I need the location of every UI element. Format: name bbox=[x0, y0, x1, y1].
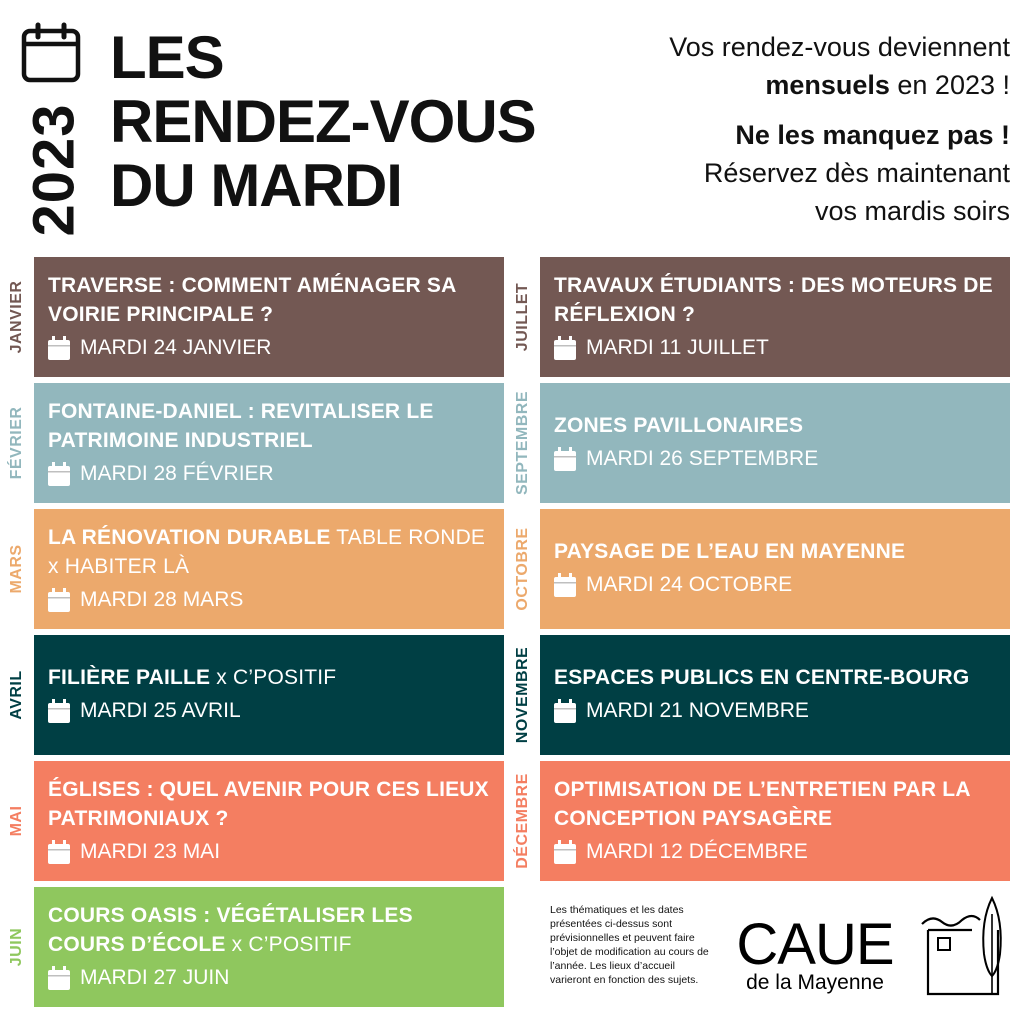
tagline-line-5: vos mardis soirs bbox=[814, 196, 1010, 226]
calendar-icon bbox=[48, 840, 70, 864]
month-label-novembre: NOVEMBRE bbox=[514, 646, 531, 744]
calendar-icon bbox=[20, 22, 82, 84]
tagline-bold: mensuels bbox=[765, 70, 890, 100]
tagline-line-4: Réservez dès maintenant bbox=[703, 158, 1010, 188]
event-title: LA RÉNOVATION DURABLE TABLE RONDE x HABITER LÀ bbox=[48, 526, 486, 578]
calendar-icon bbox=[48, 588, 70, 612]
event-title: ESPACES PUBLICS EN CENTRE-BOURG bbox=[554, 666, 970, 689]
title-line-2: RENDEZ-VOUS bbox=[110, 88, 536, 155]
month-label-janvier: JANVIER bbox=[8, 280, 25, 354]
event-date: MARDI 21 NOVEMBRE bbox=[554, 696, 998, 726]
month-label-septembre: SEPTEMBRE bbox=[514, 390, 531, 496]
event-card-decembre bbox=[540, 761, 1010, 881]
month-label-juillet: JUILLET bbox=[514, 282, 531, 352]
logo-subtitle: de la Mayenne bbox=[746, 971, 884, 994]
event-date: MARDI 27 JUIN bbox=[48, 963, 492, 993]
event-title: ÉGLISES : QUEL AVENIR POUR CES LIEUX PATRIMONIAUX ? bbox=[48, 778, 489, 830]
event-card-novembre bbox=[540, 635, 1010, 755]
month-label-mars: MARS bbox=[8, 544, 25, 594]
event-card-avril bbox=[34, 635, 504, 755]
event-date: MARDI 28 FÉVRIER bbox=[48, 459, 492, 489]
event-date: MARDI 24 JANVIER bbox=[48, 333, 492, 363]
event-title: PAYSAGE DE L’EAU EN MAYENNE bbox=[554, 540, 906, 563]
title-line-1: LES bbox=[110, 24, 224, 91]
event-title: ZONES PAVILLONAIRES bbox=[554, 414, 804, 437]
event-title: OPTIMISATION DE L’ENTRETIEN PAR LA CONCEPTION PAYSAGÈRE bbox=[554, 778, 970, 830]
calendar-icon bbox=[554, 840, 576, 864]
page-title bbox=[110, 26, 570, 218]
event-card-mai bbox=[34, 761, 504, 881]
title-line-3: DU MARDI bbox=[110, 152, 402, 219]
event-card-juillet bbox=[540, 257, 1010, 377]
tagline-line-2 bbox=[540, 66, 1010, 104]
month-label-decembre: DÉCEMBRE bbox=[514, 773, 531, 869]
caue-logo bbox=[722, 912, 908, 994]
event-card-janvier bbox=[34, 257, 504, 377]
calendar-icon bbox=[554, 699, 576, 723]
event-date: MARDI 12 DÉCEMBRE bbox=[554, 837, 998, 867]
month-label-fevrier: FÉVRIER bbox=[8, 406, 25, 480]
tagline-rest: en 2023 ! bbox=[889, 70, 1010, 100]
event-title: TRAVERSE : COMMENT AMÉNAGER SA VOIRIE PRINCIPALE ? bbox=[48, 274, 456, 326]
event-date: MARDI 28 MARS bbox=[48, 585, 492, 615]
tagline-line-3 bbox=[540, 116, 1010, 154]
tagline-line-1: Vos rendez-vous deviennent bbox=[669, 32, 1010, 62]
event-card-octobre bbox=[540, 509, 1010, 629]
tagline bbox=[540, 28, 1010, 230]
calendar-icon bbox=[554, 447, 576, 471]
event-date: MARDI 11 JUILLET bbox=[554, 333, 998, 363]
month-label-avril: AVRIL bbox=[8, 670, 25, 720]
event-date: MARDI 26 SEPTEMBRE bbox=[554, 444, 998, 474]
calendar-icon bbox=[48, 336, 70, 360]
month-label-octobre: OCTOBRE bbox=[514, 527, 531, 611]
event-card-fevrier bbox=[34, 383, 504, 503]
event-title: FILIÈRE PAILLE x C’POSITIF bbox=[48, 666, 337, 689]
calendar-icon bbox=[48, 699, 70, 723]
event-date: MARDI 25 AVRIL bbox=[48, 696, 492, 726]
house-tree-icon bbox=[916, 894, 1008, 998]
event-title: FONTAINE-DANIEL : REVITALISER LE PATRIMOINE INDUSTRIEL bbox=[48, 400, 434, 452]
event-title: COURS OASIS : VÉGÉTALISER LES COURS D’ÉCOLE x C’POSITIF bbox=[48, 904, 413, 956]
calendar-icon bbox=[554, 573, 576, 597]
tagline-callout: Ne les manquez pas ! bbox=[735, 120, 1010, 150]
month-label-juin: JUIN bbox=[8, 927, 25, 967]
disclaimer-text: Les thématiques et les dates présentées ci-dessus sont prévisionnelles et peuvent faire l’objet de modification au cours de l’année. Les lieux d’accueil varieront en fonction des sujets. bbox=[550, 904, 709, 986]
event-card-septembre bbox=[540, 383, 1010, 503]
logo-name: CAUE bbox=[736, 912, 894, 977]
calendar-icon bbox=[48, 966, 70, 990]
event-date: MARDI 23 MAI bbox=[48, 837, 492, 867]
event-date: MARDI 24 OCTOBRE bbox=[554, 570, 998, 600]
calendar-icon bbox=[554, 336, 576, 360]
year-text: 2023 bbox=[21, 103, 87, 237]
calendar-icon bbox=[48, 462, 70, 486]
month-label-mai: MAI bbox=[8, 805, 25, 837]
year-vertical bbox=[14, 100, 94, 240]
event-card-mars bbox=[34, 509, 504, 629]
event-card-juin bbox=[34, 887, 504, 1007]
event-title: TRAVAUX ÉTUDIANTS : DES MOTEURS DE RÉFLEXION ? bbox=[554, 274, 993, 326]
